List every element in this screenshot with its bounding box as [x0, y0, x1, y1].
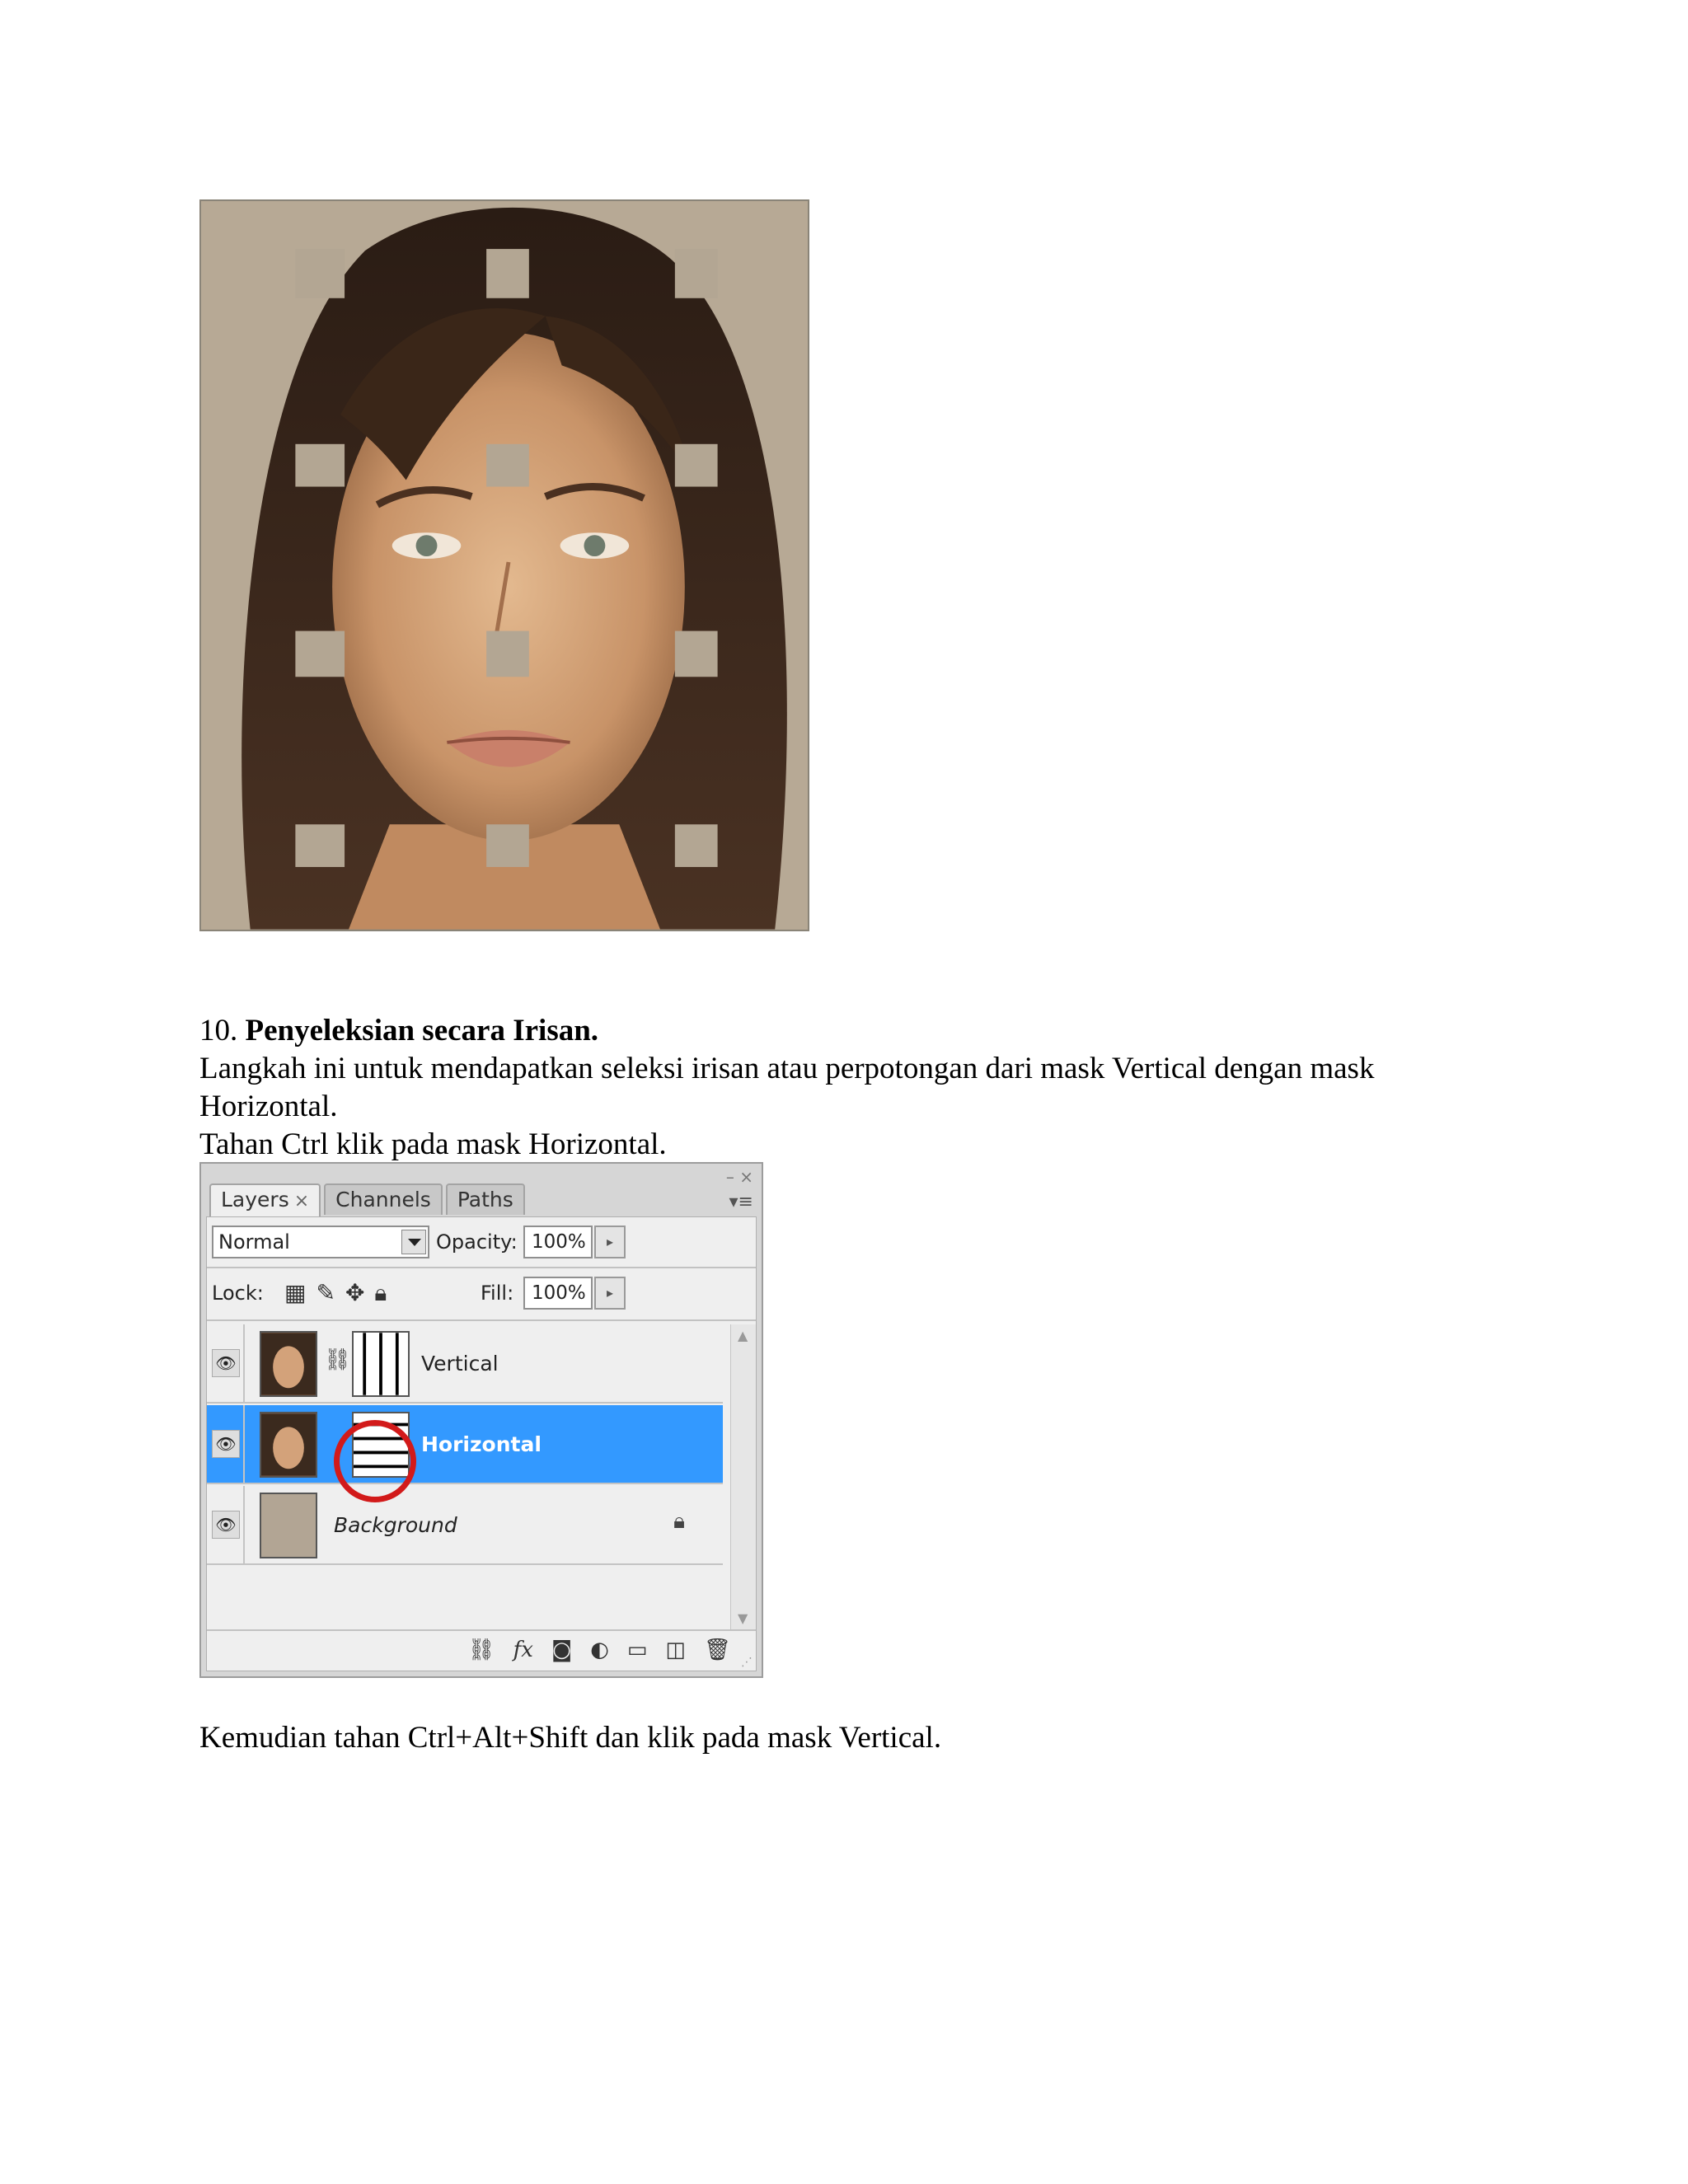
eye-icon[interactable]: 👁︎ — [212, 1349, 240, 1377]
lock-row — [212, 1277, 751, 1311]
panel-body — [206, 1216, 757, 1671]
lock-all-icon[interactable]: 🔒︎ — [374, 1279, 387, 1306]
layer-thumbnail-portrait[interactable] — [260, 1331, 317, 1397]
fx-icon[interactable]: fx — [513, 1638, 533, 1662]
step-instruction-1: Tahan Ctrl klik pada mask Horizontal. — [199, 1127, 667, 1161]
blend-mode-select[interactable] — [212, 1226, 429, 1258]
scroll-up-icon[interactable]: ▲ — [738, 1328, 748, 1343]
layer-thumbnail-background[interactable] — [260, 1493, 317, 1558]
link-chain-icon[interactable]: ⛓ — [324, 1347, 352, 1372]
add-mask-icon[interactable]: ◙ — [551, 1638, 573, 1662]
divider — [243, 1405, 245, 1483]
blend-mode-value: Normal — [218, 1230, 290, 1254]
lock-image-pixels-icon[interactable]: ✎ — [316, 1279, 335, 1306]
adjustment-layer-icon[interactable]: ◐ — [590, 1638, 609, 1662]
divider — [243, 1324, 245, 1402]
new-layer-icon[interactable]: ◫ — [665, 1638, 686, 1662]
step-description: Langkah ini untuk mendapatkan seleksi irisan atau perpotongan dari mask Vertical dengan mask Horizontal. — [199, 1052, 1375, 1123]
panel-window-controls[interactable]: – × — [725, 1167, 753, 1187]
tab-paths[interactable] — [446, 1183, 525, 1215]
highlight-circle — [334, 1420, 416, 1502]
blend-row — [212, 1226, 751, 1260]
layer-row-background[interactable] — [207, 1486, 723, 1565]
layer-name: Background — [334, 1513, 457, 1537]
layers-panel — [199, 1162, 763, 1678]
tab-channels-label: Channels — [335, 1188, 431, 1212]
resize-grip-icon[interactable]: ⋰ — [741, 1656, 753, 1669]
link-layers-icon[interactable]: ⛓ — [467, 1638, 495, 1662]
panel-tabs — [209, 1183, 528, 1216]
trash-icon[interactable]: 🗑︎ — [703, 1638, 731, 1662]
eye-icon[interactable]: 👁︎ — [212, 1511, 240, 1539]
step-number: 10. — [199, 1014, 238, 1047]
lock-label: Lock: — [212, 1282, 264, 1305]
tab-paths-label: Paths — [457, 1188, 513, 1212]
divider — [207, 1267, 756, 1268]
portrait-photo — [199, 199, 809, 931]
step-instruction-2: Kemudian tahan Ctrl+Alt+Shift dan klik pada mask Vertical. — [199, 1721, 942, 1755]
portrait-photo-image — [201, 201, 808, 930]
fill-input[interactable]: 100% — [523, 1277, 593, 1310]
tab-layers-label: Layers — [221, 1188, 289, 1212]
tab-channels[interactable] — [324, 1183, 443, 1215]
panel-bottom-icons — [468, 1634, 731, 1666]
panel-menu-icon[interactable]: ▾≡ — [729, 1192, 753, 1212]
opacity-input[interactable]: 100% — [523, 1226, 593, 1258]
close-icon[interactable]: × — [293, 1191, 310, 1212]
chevron-down-icon[interactable] — [401, 1230, 426, 1254]
opacity-label: Opacity: — [436, 1230, 518, 1254]
layer-thumbnail-portrait[interactable] — [260, 1412, 317, 1478]
mask-thumbnail-vertical[interactable] — [352, 1331, 410, 1397]
layer-name: Horizontal — [421, 1432, 542, 1456]
step-heading — [199, 1012, 1485, 1050]
lock-icon: 🔒︎ — [673, 1509, 685, 1534]
tab-layers[interactable] — [209, 1183, 321, 1218]
layers-scrollbar[interactable] — [730, 1324, 756, 1629]
layers-list — [207, 1324, 723, 1567]
layer-row-horizontal[interactable] — [207, 1405, 723, 1484]
opacity-stepper-arrow-icon[interactable]: ▸ — [594, 1226, 626, 1258]
divider — [243, 1486, 245, 1563]
layer-row-vertical[interactable] — [207, 1324, 723, 1404]
fill-label: Fill: — [481, 1282, 514, 1305]
lock-icons — [284, 1278, 387, 1308]
lock-transparent-pixels-icon[interactable]: ▦ — [284, 1279, 307, 1306]
lock-position-icon[interactable]: ✥ — [345, 1279, 365, 1306]
step-title: Penyeleksian secara Irisan. — [245, 1014, 599, 1047]
panel-bottom-toolbar — [207, 1629, 756, 1671]
divider — [207, 1319, 756, 1321]
eye-icon[interactable]: 👁︎ — [212, 1430, 240, 1458]
layer-name: Vertical — [421, 1352, 499, 1376]
new-group-icon[interactable]: ▭ — [626, 1638, 648, 1662]
scroll-down-icon[interactable]: ▼ — [738, 1610, 748, 1626]
fill-stepper-arrow-icon[interactable]: ▸ — [594, 1277, 626, 1310]
